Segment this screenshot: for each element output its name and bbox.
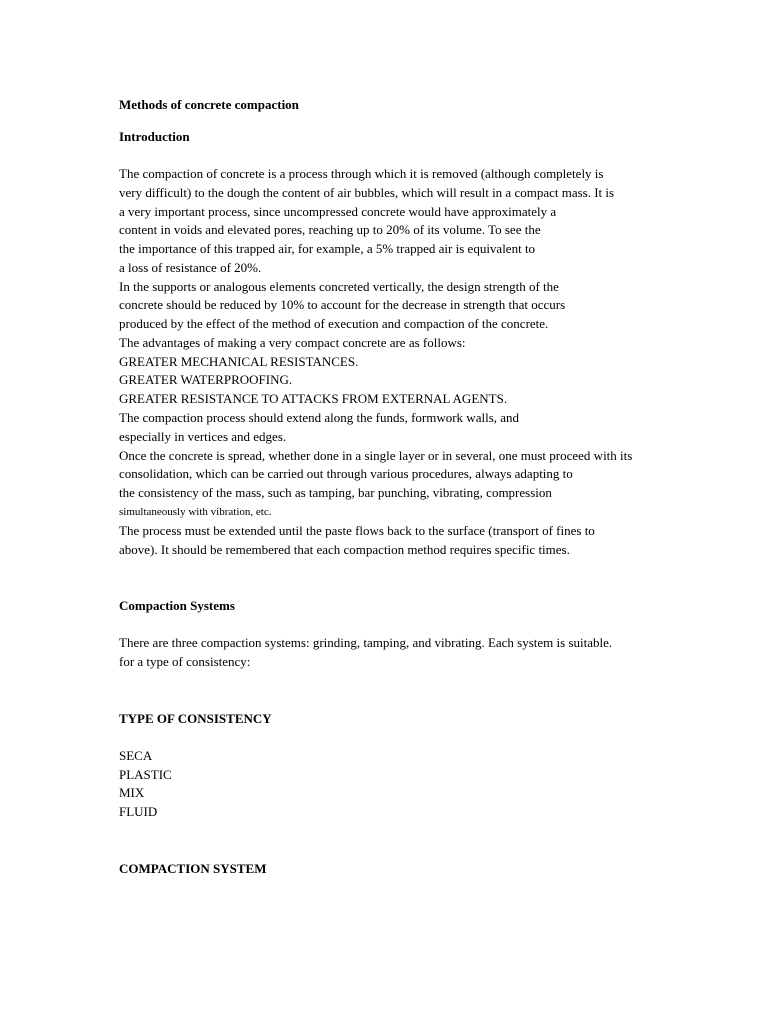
paragraph-line: the importance of this trapped air, for example, a 5% trapped air is equivalent to [119, 241, 536, 256]
paragraph-line: especially in vertices and edges. [119, 429, 287, 444]
consistency-item: MIX [119, 785, 145, 800]
consistency-item: FLUID [119, 804, 158, 819]
paragraph-line: above). It should be remembered that each compaction method requires specific times. [119, 542, 570, 557]
paragraph-line: a loss of resistance of 20%. [119, 260, 262, 275]
paragraph-line: In the supports or analogous elements concreted vertically, the design strength of the [119, 279, 559, 294]
paragraph-line: The advantages of making a very compact concrete are as follows: [119, 335, 466, 350]
consistency-heading: TYPE OF CONSISTENCY [119, 711, 272, 726]
paragraph-line: The compaction of concrete is a process through which it is removed (although completely is [119, 166, 604, 181]
compaction-system-heading: COMPACTION SYSTEM [119, 861, 267, 876]
document-title: Methods of concrete compaction [119, 97, 299, 112]
paragraph-line: consolidation, which can be carried out through various procedures, always adapting to [119, 466, 573, 481]
introduction-heading: Introduction [119, 129, 190, 144]
paragraph-line: produced by the effect of the method of execution and compaction of the concrete. [119, 316, 549, 331]
paragraph-line: the consistency of the mass, such as tamping, bar punching, vibrating, compression [119, 485, 552, 500]
consistency-item: PLASTIC [119, 767, 172, 782]
advantage-item: GREATER RESISTANCE TO ATTACKS FROM EXTERNAL AGENTS. [119, 391, 508, 406]
paragraph-line: There are three compaction systems: grinding, tamping, and vibrating. Each system is suitable. [119, 635, 613, 650]
paragraph-line: simultaneously with vibration, etc. [119, 506, 272, 518]
paragraph-line: Once the concrete is spread, whether done in a single layer or in several, one must proceed with its [119, 448, 633, 463]
paragraph-line: The process must be extended until the paste flows back to the surface (transport of fines to [119, 523, 595, 538]
paragraph-line: content in voids and elevated pores, reaching up to 20% of its volume. To see the [119, 222, 541, 237]
advantage-item: GREATER WATERPROOFING. [119, 372, 293, 387]
consistency-item: SECA [119, 748, 153, 763]
paragraph-line: a very important process, since uncompressed concrete would have approximately a [119, 204, 557, 219]
compaction-systems-heading: Compaction Systems [119, 598, 235, 613]
paragraph-line: for a type of consistency: [119, 654, 251, 669]
paragraph-line: concrete should be reduced by 10% to account for the decrease in strength that occurs [119, 297, 566, 312]
paragraph-line: The compaction process should extend along the funds, formwork walls, and [119, 410, 520, 425]
advantage-item: GREATER MECHANICAL RESISTANCES. [119, 354, 359, 369]
paragraph-line: very difficult) to the dough the content of air bubbles, which will result in a compact mass. It is [119, 185, 615, 200]
